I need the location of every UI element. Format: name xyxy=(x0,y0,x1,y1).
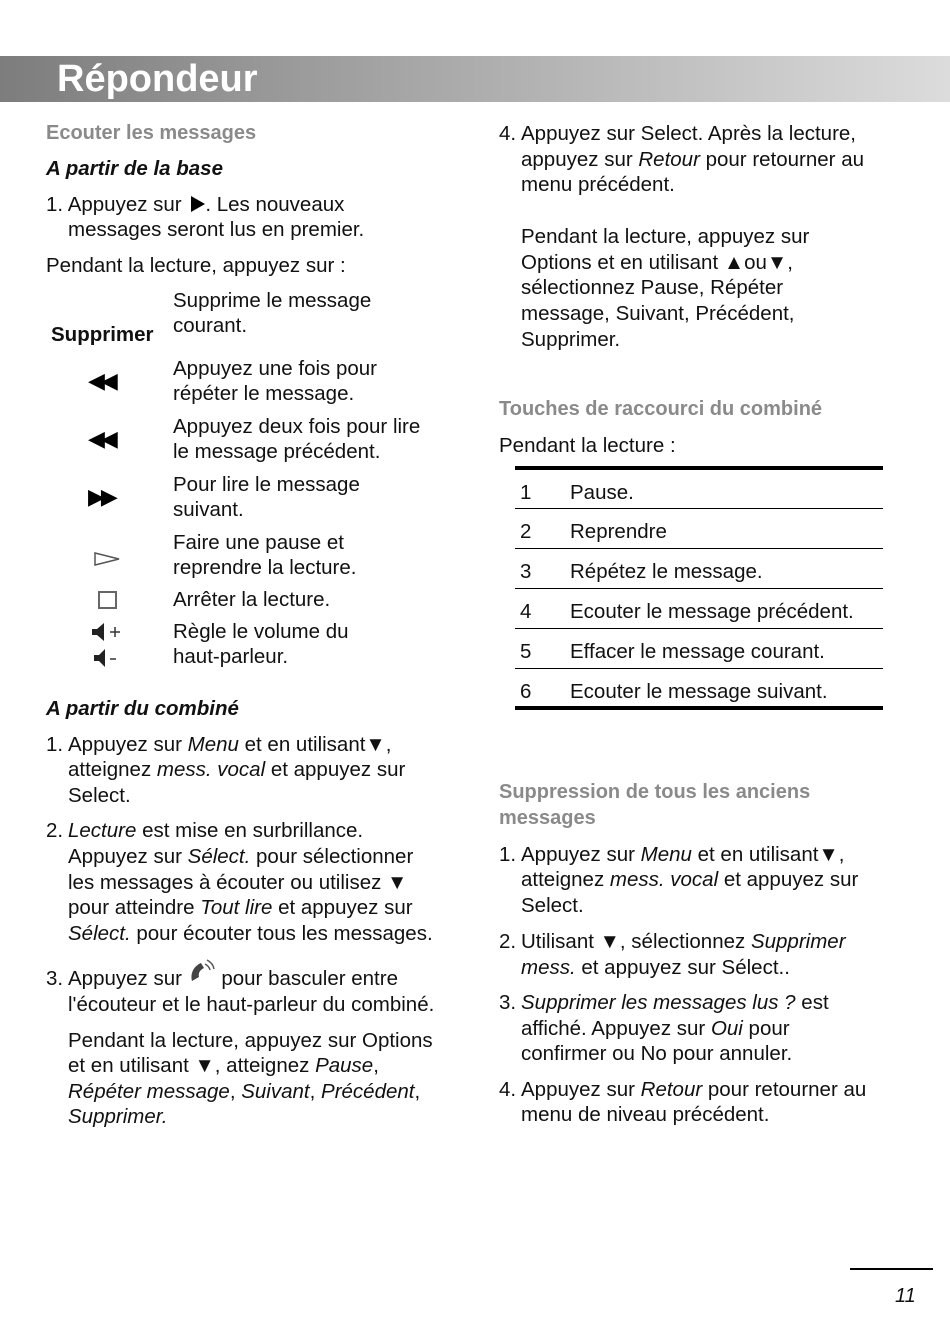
section-title-delete-all: messages xyxy=(499,807,596,829)
key-desc: suivant. xyxy=(173,498,244,521)
subheading-from-handset: A partir du combiné xyxy=(46,697,239,720)
text: Appuyez sur xyxy=(68,845,188,868)
text: et appuyez sur xyxy=(272,896,413,919)
text: est mise en surbrillance. xyxy=(136,819,364,842)
shortcut-action: Répétez le message. xyxy=(570,548,883,588)
table-row xyxy=(515,468,883,508)
page-number: 11 xyxy=(895,1285,916,1307)
table-row xyxy=(515,628,883,668)
step-number: 3. xyxy=(46,967,64,990)
shortcut-key: 1 xyxy=(515,468,570,508)
table-row xyxy=(515,588,883,628)
step-text: messages seront lus en premier. xyxy=(68,218,365,241)
delete-step-1-line xyxy=(521,842,844,868)
handset-step-4-line: Pendant la lecture, appuyez sur xyxy=(521,225,810,248)
handset-step-4-line: Appuyez sur Select. Après la lecture, xyxy=(521,122,857,145)
stop-square-icon xyxy=(97,590,119,610)
handset-step-2-line xyxy=(68,818,363,844)
text: Oui xyxy=(710,1017,743,1040)
text: mess. vocal xyxy=(156,758,266,781)
delete-step-3-line: confirmer ou No pour annuler. xyxy=(521,1042,793,1065)
step-number: 4. xyxy=(499,1078,517,1101)
text: Tout lire xyxy=(200,896,273,919)
rewind-icon: ◀◀ xyxy=(88,368,114,393)
header-banner xyxy=(0,56,950,102)
text: Menu xyxy=(640,843,692,866)
speaker-minus-icon xyxy=(90,648,124,670)
shortcut-action: Effacer le message courant. xyxy=(570,628,883,668)
shortcut-action: Pause. xyxy=(570,468,883,508)
delete-step-3-line xyxy=(521,1016,790,1042)
delete-step-4-line: menu de niveau précédent. xyxy=(521,1103,770,1126)
handset-step-4-line: Supprimer. xyxy=(521,328,621,351)
handset-step-3-line xyxy=(68,966,398,992)
text: Pause xyxy=(315,1054,374,1077)
footer-divider xyxy=(850,1268,933,1270)
text: atteignez xyxy=(521,868,610,891)
text: et appuyez sur xyxy=(718,868,859,891)
key-desc: Appuyez une fois pour xyxy=(173,357,377,380)
text: et en utilisant▼, xyxy=(691,843,845,866)
rewind-icon: ◀◀ xyxy=(88,426,114,451)
step-number: 2. xyxy=(499,930,517,953)
delete-step-2-line xyxy=(521,929,846,955)
key-desc: Pour lire le message xyxy=(173,473,360,496)
subheading-from-base: A partir de la base xyxy=(46,157,223,180)
text: , xyxy=(373,1054,379,1077)
shortcut-key: 2 xyxy=(515,508,570,548)
step-text: Appuyez sur xyxy=(67,193,182,216)
text: Appuyez sur xyxy=(521,843,641,866)
table-row xyxy=(515,508,883,548)
section-title-shortcuts: Touches de raccourci du combiné xyxy=(499,398,823,420)
handset-step-4-line: Options et en utilisant ▲ou▼, xyxy=(521,251,793,274)
during-play-text: Pendant la lecture, appuyez sur : xyxy=(46,254,346,277)
key-desc: courant. xyxy=(173,314,248,337)
text: mess. xyxy=(521,956,576,979)
text: pour retourner au xyxy=(702,1078,867,1101)
handset-step-2-line xyxy=(68,895,413,921)
fast-forward-icon: ▶▶ xyxy=(88,484,114,509)
shortcut-key: 3 xyxy=(515,548,570,588)
text: affiché. Appuyez sur xyxy=(521,1017,711,1040)
delete-step-3-line xyxy=(521,990,829,1016)
step-number: 1. xyxy=(499,843,517,866)
shortcut-key: 4 xyxy=(515,588,570,628)
handset-step-4-line xyxy=(521,147,864,173)
handset-step-3-line: Pendant la lecture, appuyez sur Options xyxy=(68,1029,433,1052)
text: pour écouter tous les messages. xyxy=(130,922,433,945)
delete-step-4-line xyxy=(521,1077,866,1103)
text: , xyxy=(309,1080,322,1103)
key-desc: Règle le volume du xyxy=(173,620,349,643)
shortcut-key: 5 xyxy=(515,628,570,668)
step-text: . Les nouveaux xyxy=(205,193,345,216)
text: mess. vocal xyxy=(609,868,719,891)
key-desc: Appuyez deux fois pour lire xyxy=(173,415,421,438)
text: et en utilisant ▼, atteignez xyxy=(68,1054,316,1077)
text: Sélect. xyxy=(187,845,251,868)
play-pause-outline-icon xyxy=(93,551,121,567)
step-number: 4. xyxy=(499,122,517,145)
handset-step-2-line xyxy=(68,844,413,870)
text: Appuyez sur xyxy=(68,733,188,756)
key-desc: haut-parleur. xyxy=(173,645,289,668)
text: , xyxy=(229,1080,242,1103)
text: Retour xyxy=(640,1078,703,1101)
delete-step-1-line: Select. xyxy=(521,894,584,917)
text: Appuyez sur xyxy=(68,967,188,990)
text: Utilisant ▼, sélectionnez xyxy=(521,930,751,953)
handset-step-3-line: Supprimer. xyxy=(68,1105,168,1128)
text: Supprimer les messages lus ? xyxy=(521,991,796,1014)
shortcuts-intro: Pendant la lecture : xyxy=(499,434,676,457)
handset-step-1-line: Select. xyxy=(68,784,131,807)
key-desc: Supprime le message xyxy=(173,289,372,312)
handset-step-4-line: menu précédent. xyxy=(521,173,675,196)
text: et en utilisant▼, xyxy=(238,733,392,756)
text: atteignez xyxy=(68,758,157,781)
delete-step-2-line xyxy=(521,955,790,981)
table-row xyxy=(515,668,883,708)
text: et appuyez sur Sélect.. xyxy=(575,956,790,979)
handset-step-3-line xyxy=(68,1053,379,1079)
section-title-listen: Ecouter les messages xyxy=(46,122,257,144)
key-desc: Faire une pause et xyxy=(173,531,344,554)
handset-step-1-line xyxy=(68,757,405,783)
play-triangle-icon xyxy=(191,196,205,212)
text: Répéter message xyxy=(68,1080,230,1103)
handset-step-3-line: l'écouteur et le haut-parleur du combiné. xyxy=(68,993,435,1016)
text: Précédent xyxy=(321,1080,415,1103)
text: appuyez sur xyxy=(521,148,639,171)
text: pour atteindre xyxy=(68,896,201,919)
step-number: 3. xyxy=(499,991,517,1014)
shortcut-action: Reprendre xyxy=(570,508,883,548)
text: Appuyez sur xyxy=(521,1078,641,1101)
text: Lecture xyxy=(68,819,137,842)
base-step-1 xyxy=(46,192,344,218)
handset-step-4-line: message, Suivant, Précédent, xyxy=(521,302,795,325)
section-title-delete-all: Suppression de tous les anciens xyxy=(499,781,811,803)
shortcut-action: Ecouter le message précédent. xyxy=(570,588,883,628)
text: Sélect. xyxy=(68,922,131,945)
text: pour retourner au xyxy=(699,148,865,171)
text: , xyxy=(414,1080,421,1103)
delete-key-label: Supprimer xyxy=(51,323,154,346)
text: Menu xyxy=(187,733,239,756)
text: pour sélectionner xyxy=(250,845,414,868)
step-number: 1. xyxy=(46,193,64,216)
table-row xyxy=(515,548,883,588)
key-desc: reprendre la lecture. xyxy=(173,556,357,579)
handset-step-2-line xyxy=(68,921,433,947)
text: est xyxy=(795,991,829,1014)
page-title: Répondeur xyxy=(57,58,258,100)
handset-step-3-line xyxy=(68,1079,420,1105)
shortcut-action: Ecouter le message suivant. xyxy=(570,668,883,708)
handset-icon xyxy=(188,959,216,987)
handset-step-1-line xyxy=(68,732,391,758)
step-number: 2. xyxy=(46,819,64,842)
key-desc: répéter le message. xyxy=(173,382,355,405)
shortcut-key: 6 xyxy=(515,668,570,708)
text: Suivant xyxy=(241,1080,310,1103)
key-desc: Arrêter la lecture. xyxy=(173,588,331,611)
text: pour basculer entre xyxy=(215,967,398,990)
text: et appuyez sur xyxy=(265,758,406,781)
step-number: 1. xyxy=(46,733,64,756)
text: Retour xyxy=(638,148,700,171)
delete-step-1-line xyxy=(521,867,858,893)
text: pour xyxy=(742,1017,790,1040)
handset-step-4-line: sélectionnez Pause, Répéter xyxy=(521,276,784,299)
text: Supprimer xyxy=(750,930,846,953)
shortcuts-table xyxy=(515,466,883,710)
key-desc: le message précédent. xyxy=(173,440,381,463)
handset-step-2-line: les messages à écouter ou utilisez ▼ xyxy=(68,871,408,894)
